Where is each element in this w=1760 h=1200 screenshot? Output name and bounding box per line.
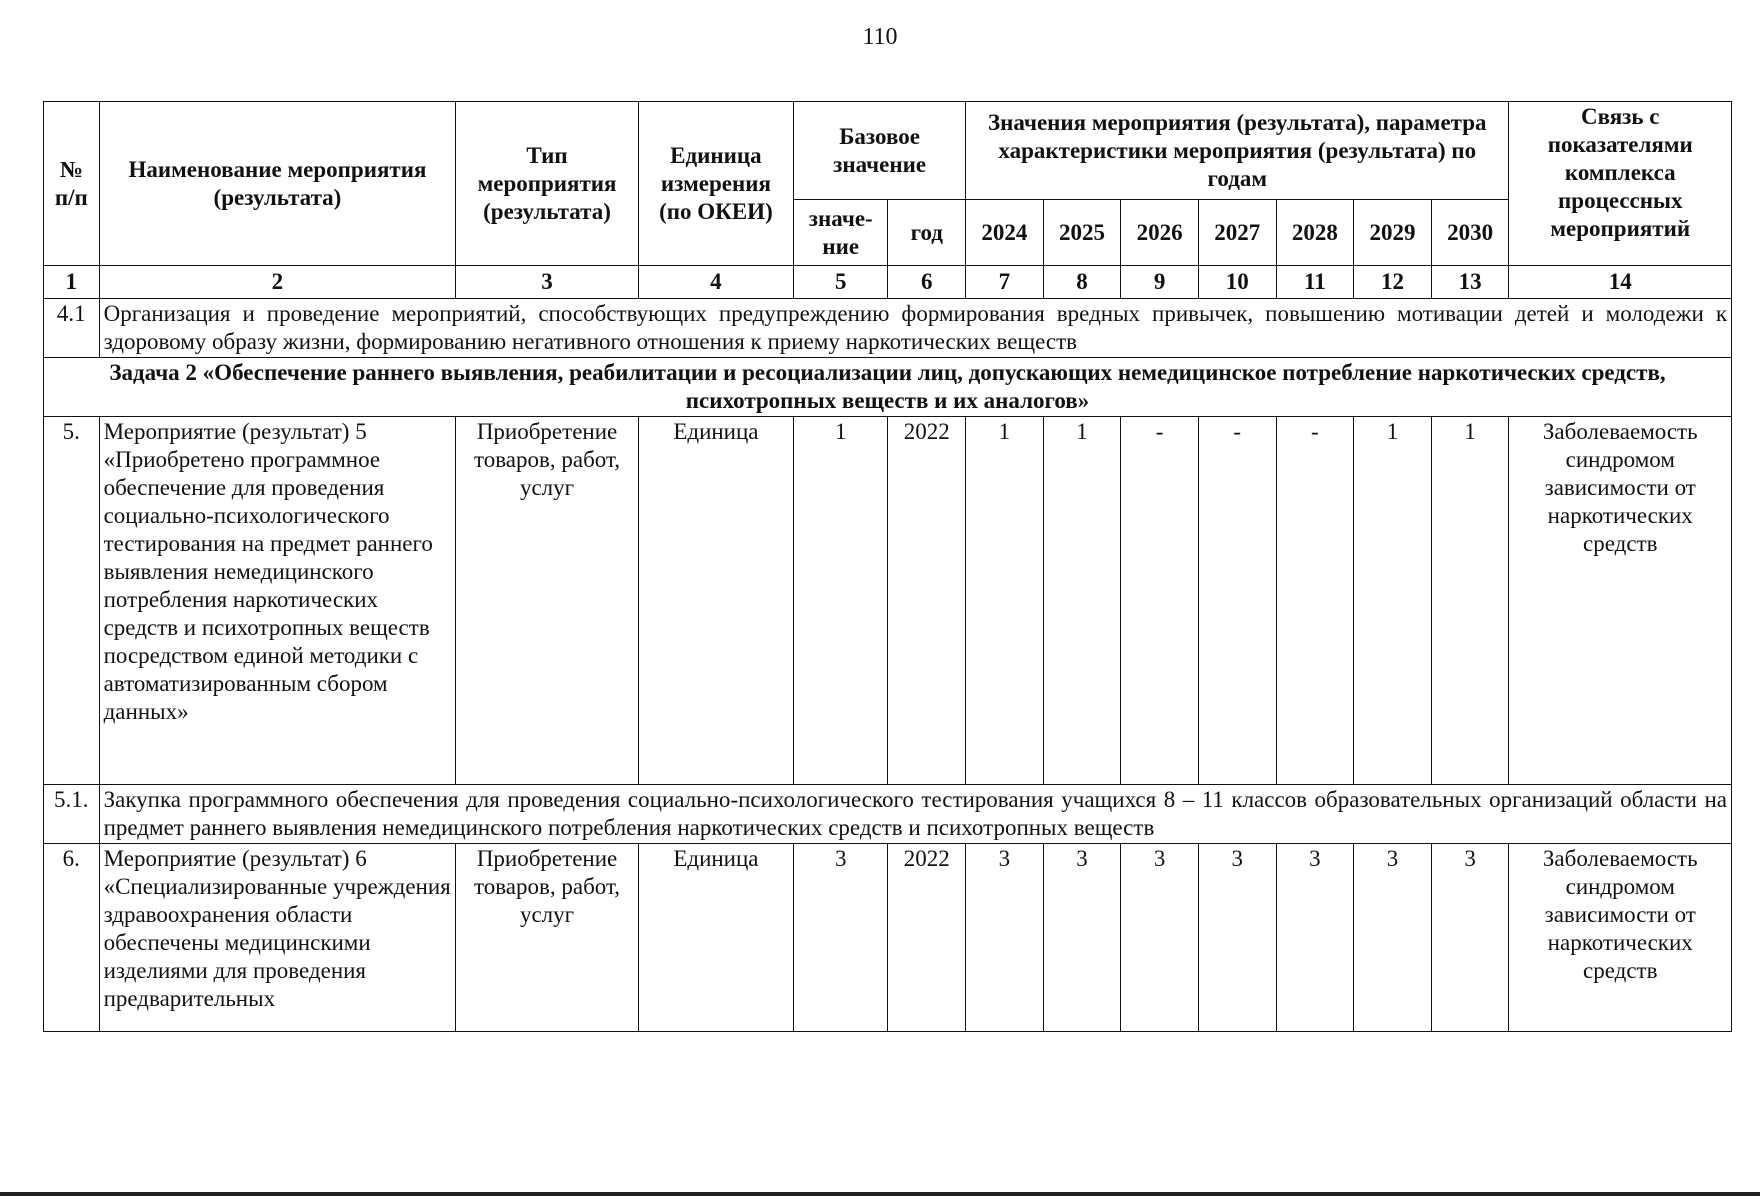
year-value: - xyxy=(1121,417,1199,785)
header-year: 2029 xyxy=(1354,200,1432,266)
activity-type: Приобретение товаров, работ, услуг xyxy=(456,844,639,1032)
column-number: 4 xyxy=(638,266,793,299)
base-year: 2022 xyxy=(888,844,966,1032)
row-number: 6. xyxy=(44,844,100,1032)
year-value: 3 xyxy=(1276,844,1354,1032)
header-year: 2030 xyxy=(1431,200,1509,266)
table-row-5-1 xyxy=(44,785,1732,844)
unit: Единица xyxy=(638,417,793,785)
linked-indicator: Заболеваемость синдромом зависимости от наркотических средств xyxy=(1509,417,1732,785)
page-bottom-rule xyxy=(0,1192,1760,1196)
column-number: 13 xyxy=(1431,266,1509,299)
column-numbers-row xyxy=(44,266,1732,299)
task-row xyxy=(44,358,1732,417)
row-number: 4.1 xyxy=(44,299,100,358)
year-value: 3 xyxy=(1043,844,1121,1032)
year-value: - xyxy=(1276,417,1354,785)
header-year: 2025 xyxy=(1043,200,1121,266)
year-value: 3 xyxy=(1431,844,1509,1032)
linked-indicator: Заболеваемость синдромом зависимости от наркотических средств xyxy=(1509,844,1732,1032)
header-year: 2024 xyxy=(966,200,1044,266)
activity-description: Закупка программного обеспечения для проведения социально-психологического тестирования учащихся 8 – 11 классов образовательных организаций области на предмет раннего выявления немедицинского потребления наркотических средств и психотропных веществ xyxy=(99,785,1731,844)
table-row-6 xyxy=(44,844,1732,1032)
year-value: 3 xyxy=(966,844,1044,1032)
header-year: 2026 xyxy=(1121,200,1199,266)
activity-type: Приобретение товаров, работ, услуг xyxy=(456,417,639,785)
header-type: Тип мероприятия (результата) xyxy=(456,102,639,266)
activities-table xyxy=(43,101,1732,1032)
header-year: 2027 xyxy=(1198,200,1276,266)
header-base: Базовое значение xyxy=(794,102,966,200)
year-value: 3 xyxy=(1354,844,1432,1032)
year-value: - xyxy=(1198,417,1276,785)
activity-description: Организация и проведение мероприятий, способствующих предупреждению формирования вредных привычек, повышению мотивации детей и молодежи к здоровому образу жизни, формированию негативного отношения к приему наркотических веществ xyxy=(99,299,1731,358)
activity-name: Мероприятие (результат) 5 «Приобретено программное обеспечение для проведения социально-психологического тестирования на предмет раннего выявления немедицинского потребления наркотических средств и психотропных веществ посредством единой методики с автоматизированным сбором данных» xyxy=(99,417,456,785)
base-value: 3 xyxy=(794,844,888,1032)
column-number: 11 xyxy=(1276,266,1354,299)
year-value: 3 xyxy=(1198,844,1276,1032)
column-number: 2 xyxy=(99,266,456,299)
column-number: 3 xyxy=(456,266,639,299)
year-value: 1 xyxy=(1043,417,1121,785)
column-number: 6 xyxy=(888,266,966,299)
unit: Единица xyxy=(638,844,793,1032)
header-num: № п/п xyxy=(44,102,100,266)
year-value: 1 xyxy=(966,417,1044,785)
base-year: 2022 xyxy=(888,417,966,785)
header-base-year: год xyxy=(888,200,966,266)
column-number: 10 xyxy=(1198,266,1276,299)
table-row-4-1 xyxy=(44,299,1732,358)
column-number: 7 xyxy=(966,266,1044,299)
header-year: 2028 xyxy=(1276,200,1354,266)
column-number: 8 xyxy=(1043,266,1121,299)
base-value: 1 xyxy=(794,417,888,785)
column-number: 14 xyxy=(1509,266,1732,299)
header-unit: Единица измерения (по ОКЕИ) xyxy=(638,102,793,266)
year-value: 3 xyxy=(1121,844,1199,1032)
row-number: 5. xyxy=(44,417,100,785)
year-value: 1 xyxy=(1354,417,1432,785)
header-name: Наименование мероприятия (результата) xyxy=(99,102,456,266)
header-values: Значения мероприятия (результата), параметра характеристики мероприятия (результата) по годам xyxy=(966,102,1509,200)
table-row-5 xyxy=(44,417,1732,785)
column-number: 5 xyxy=(794,266,888,299)
year-value: 1 xyxy=(1431,417,1509,785)
header-base-value: значе-ние xyxy=(794,200,888,266)
activity-name: Мероприятие (результат) 6 «Специализированные учреждения здравоохранения области обеспечены медицинскими изделиями для проведения предварительных xyxy=(99,844,456,1032)
row-number: 5.1. xyxy=(44,785,100,844)
column-number: 1 xyxy=(44,266,100,299)
header-link: Связь с показателями комплекса процессных мероприятий xyxy=(1509,102,1732,266)
column-number: 12 xyxy=(1354,266,1432,299)
column-number: 9 xyxy=(1121,266,1199,299)
page-number: 110 xyxy=(862,24,898,50)
task-title: Задача 2 «Обеспечение раннего выявления, реабилитации и ресоциализации лиц, допускающих немедицинское потребление наркотических средств, психотропных веществ и их аналогов» xyxy=(44,358,1732,417)
